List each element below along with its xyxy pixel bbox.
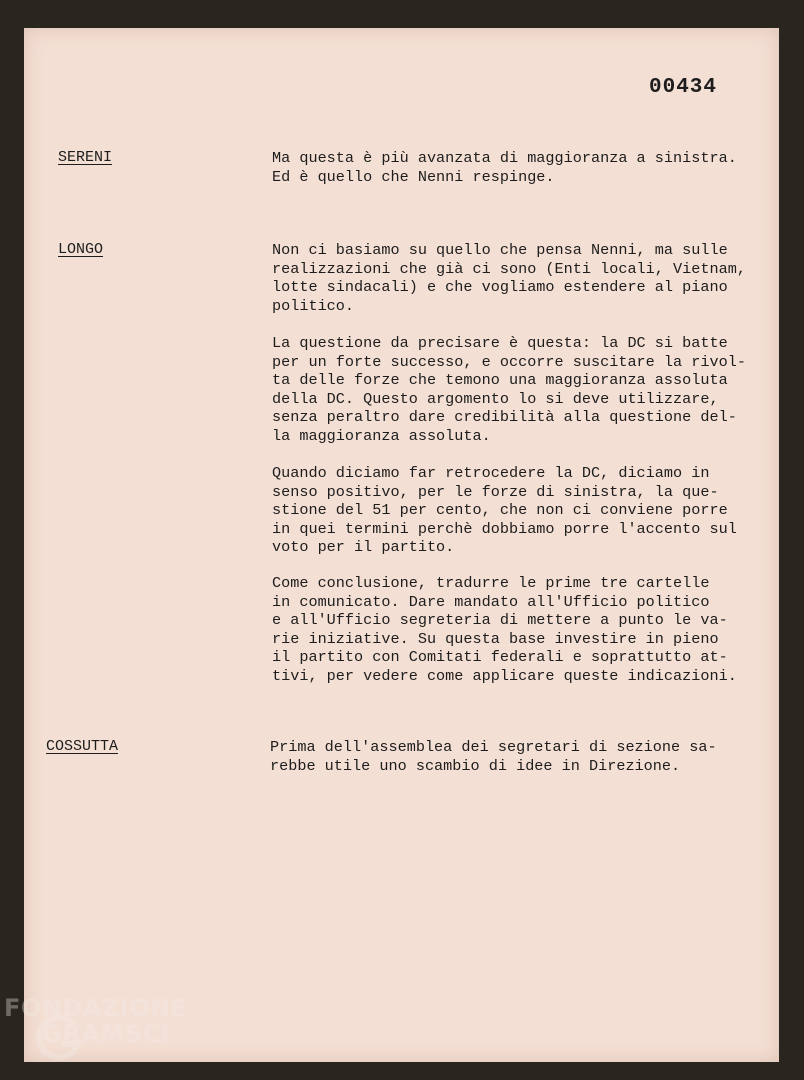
speaker-sereni: SERENI xyxy=(58,149,113,166)
speaker-longo: LONGO xyxy=(58,241,104,258)
paragraph-longo-3: Quando diciamo far retrocedere la DC, diciamo in senso positivo, per le forze di sinistra, la que- stione del 51 per cento, che non ci conviene porre in quei termini perchè dobbiamo porre l'accento sul voto per il partito. xyxy=(272,464,737,557)
paragraph-sereni-1: Ma questa è più avanzata di maggioranza a sinistra. Ed è quello che Nenni respinge. xyxy=(272,149,737,186)
paragraph-longo-2: La questione da precisare è questa: la DC si batte per un forte successo, e occorre suscitare la rivol- ta delle forze che temono una maggioranza assoluta della DC. Questo argomento lo si deve utilizzare, senza peraltro dare credibilità alla questione del- la maggioranza assoluta. xyxy=(272,334,746,445)
page-number: 00434 xyxy=(648,76,717,99)
watermark-line2: GRAMSCI xyxy=(42,1020,170,1048)
paragraph-cossutta-1: Prima dell'assemblea dei segretari di sezione sa- rebbe utile uno scambio di idee in Direzione. xyxy=(270,738,717,775)
watermark-line1: FONDAZIONE xyxy=(4,994,188,1022)
document-page xyxy=(24,28,779,1062)
paragraph-longo-1: Non ci basiamo su quello che pensa Nenni, ma sulle realizzazioni che già ci sono (Enti locali, Vietnam, lotte sindacali) e che vogliamo estendere al piano politico. xyxy=(272,241,746,315)
speaker-cossutta: COSSUTTA xyxy=(46,738,119,755)
watermark xyxy=(4,990,204,1076)
paragraph-longo-4: Come conclusione, tradurre le prime tre cartelle in comunicato. Dare mandato all'Ufficio politico e all'Ufficio segreteria di mettere a punto le va- rie iniziative. Su questa base investire in pieno il partito con Comitati federali e soprattutto at- tivi, per vedere come applicare queste indicazioni. xyxy=(272,574,737,685)
